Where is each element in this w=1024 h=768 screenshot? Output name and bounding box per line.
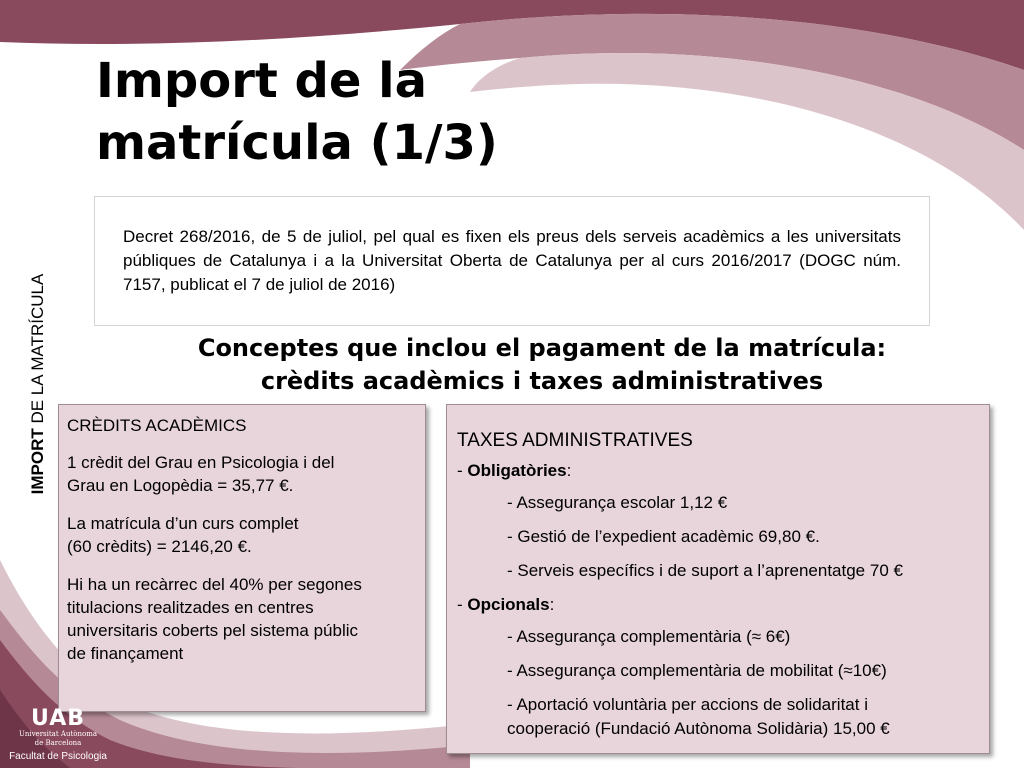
vertical-section-label <box>28 274 48 495</box>
title-line-1: Import de la <box>96 53 428 109</box>
section-subheading <box>60 332 1024 398</box>
full-course-line-1: La matrícula d’un curs complet <box>67 514 299 533</box>
optional-prefix: - <box>457 595 468 614</box>
optional-label: Opcionals <box>467 595 550 614</box>
slide-title <box>96 50 498 174</box>
voluntary-contribution-line-1: - Aportació voluntària per accions de solidaritat i <box>507 695 868 714</box>
voluntary-contribution-line-2: cooperació (Fundació Autònoma Solidària) 15,00 € <box>507 719 890 738</box>
tax-item-voluntary-contribution <box>507 693 979 741</box>
tax-item-record-management: - Gestió de l’expedient acadèmic 69,80 €. <box>507 527 820 546</box>
university-logo <box>8 708 108 764</box>
surcharge-line-3: universitaris coberts pel sistema públic <box>67 621 359 640</box>
subheading-line-2: crèdits acadèmics i taxes administratives <box>260 367 824 395</box>
university-name-line-2: de Barcelona <box>34 739 82 747</box>
credit-price-line-2: Grau en Logopèdia = 35,77 €. <box>67 476 294 495</box>
surcharge-line-1: Hi ha un recàrrec del 40% per segones <box>67 575 362 594</box>
optional-suffix: : <box>549 595 555 614</box>
tax-item-support-services: - Serveis específics i de suport a l’aprenentatge 70 € <box>507 561 903 580</box>
faculty-name: Facultat de Psicologia <box>9 751 107 762</box>
uab-logo-mark: UAB <box>31 706 85 731</box>
section-label-rest: DE LA MATRÍCULA <box>28 273 47 429</box>
tax-item-mobility-insurance: - Assegurança complementària de mobilitat (≈10€) <box>507 661 887 680</box>
mandatory-prefix: - <box>457 461 468 480</box>
surcharge-line-2: titulacions realitzades en centres <box>67 598 314 617</box>
decree-text: Decret 268/2016, de 5 de juliol, pel qual es fixen els preus dels serveis acadèmics a les universitats públiques de Catalunya i a la Universitat Oberta de Catalunya per al curs 2016/2017 (DOGC núm. 7157, publicat el 7 de juliol de 2016) <box>123 227 901 294</box>
subheading-line-1: Conceptes que inclou el pagament de la matrícula: <box>197 334 887 362</box>
full-course-price-text <box>67 512 417 558</box>
tax-item-complementary-insurance: - Assegurança complementària (≈ 6€) <box>507 627 791 646</box>
mandatory-group-label <box>457 459 979 483</box>
credit-price-text <box>67 451 417 497</box>
university-name-line-1: Universitat Autònoma <box>18 730 98 738</box>
mandatory-label: Obligatòries <box>467 461 567 480</box>
taxes-list <box>457 459 979 741</box>
surcharge-line-4: de finançament <box>67 644 184 663</box>
section-label-bold: IMPORT <box>28 428 47 495</box>
title-line-2: matrícula (1/3) <box>96 115 498 171</box>
mandatory-suffix: : <box>566 461 572 480</box>
taxes-box <box>446 404 990 754</box>
credits-box <box>58 404 426 712</box>
surcharge-text <box>67 573 417 665</box>
decree-box <box>94 196 930 326</box>
taxes-heading: TAXES ADMINISTRATIVES <box>457 430 693 451</box>
tax-item-school-insurance: - Assegurança escolar 1,12 € <box>507 493 728 512</box>
full-course-line-2: (60 crèdits) = 2146,20 €. <box>67 537 252 556</box>
credits-heading: CRÈDITS ACADÈMICS <box>67 416 247 435</box>
credit-price-line-1: 1 crèdit del Grau en Psicologia i del <box>67 453 335 472</box>
optional-group-label <box>457 593 979 617</box>
